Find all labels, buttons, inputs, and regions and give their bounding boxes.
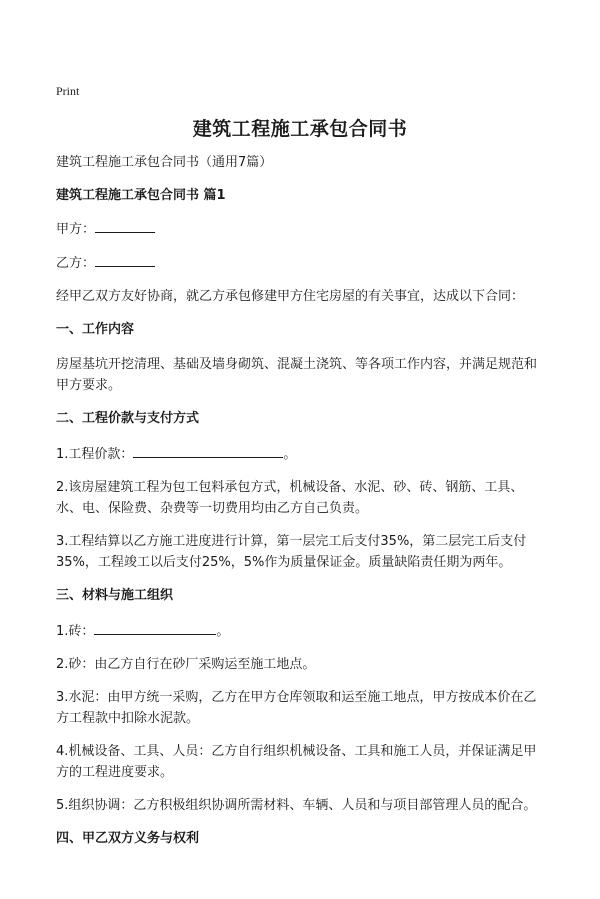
price-suffix: 。 [283, 447, 297, 462]
party-b-blank [95, 252, 155, 267]
party-a-blank [95, 218, 155, 233]
section-heading-obligations: 四、甲乙双方义务与权利 [56, 831, 200, 846]
intro-paragraph: 经甲乙双方友好协商，就乙方承包修建甲方住宅房屋的有关事宜，达成以下合同： [56, 289, 525, 304]
party-b-label: 乙方： [56, 256, 96, 271]
section-heading-price-payment: 二、工程价款与支付方式 [56, 411, 200, 426]
brick-blank [94, 620, 216, 635]
section-heading-work-content: 一、工作内容 [56, 322, 135, 337]
equipment-paragraph: 4.机械设备、工具、人员：乙方自行组织机械设备、工具和施工人员，并保证满足甲方的工程进度要求。 [56, 744, 537, 780]
party-b-line [56, 252, 548, 274]
work-content-paragraph: 房屋基坑开挖清理、基础及墙身砌筑、混凝土浇筑、等各项工作内容，并满足规范和甲方要求。 [56, 357, 538, 393]
brick-line [56, 620, 548, 642]
brick-label: 1.砖： [56, 624, 95, 639]
party-a-line [56, 218, 548, 240]
settlement-paragraph: 3.工程结算以乙方施工进度进行计算，第一层完工后支付35%，第二层完工后支付35%，工程竣工以后支付25%，5%作为质量保证金。质量缺陷责任期为两年。 [56, 534, 527, 570]
brick-suffix: 。 [216, 624, 230, 639]
price-label: 1.工程价款： [56, 447, 134, 462]
cement-paragraph: 3.水泥：由甲方统一采购，乙方在甲方仓库领取和运至施工地点，甲方按成本价在乙方工程款中扣除水泥款。 [56, 690, 537, 726]
price-line [56, 443, 548, 465]
price-blank [133, 443, 283, 458]
contract-mode-paragraph: 2.该房屋建筑工程为包工包料承包方式，机械设备、水泥、砂、砖、钢筋、工具、水、电、保险费、杂费等一切费用均由乙方自己负责。 [56, 480, 524, 516]
document-subtitle: 建筑工程施工承包合同书（通用7篇） [56, 155, 273, 170]
party-a-label: 甲方： [56, 222, 96, 237]
print-link[interactable]: Print [56, 84, 80, 98]
coordination-paragraph: 5.组织协调：乙方积极组织协调所需材料、车辆、人员和与项目部管理人员的配合。 [56, 798, 537, 813]
sand-paragraph: 2.砂：由乙方自行在砂厂采购运至施工地点。 [56, 657, 316, 672]
section-heading-materials: 三、材料与施工组织 [56, 588, 174, 603]
article-heading: 建筑工程施工承包合同书 篇1 [56, 188, 226, 203]
document-body [56, 152, 548, 863]
document-title: 建筑工程施工承包合同书 [192, 118, 408, 140]
